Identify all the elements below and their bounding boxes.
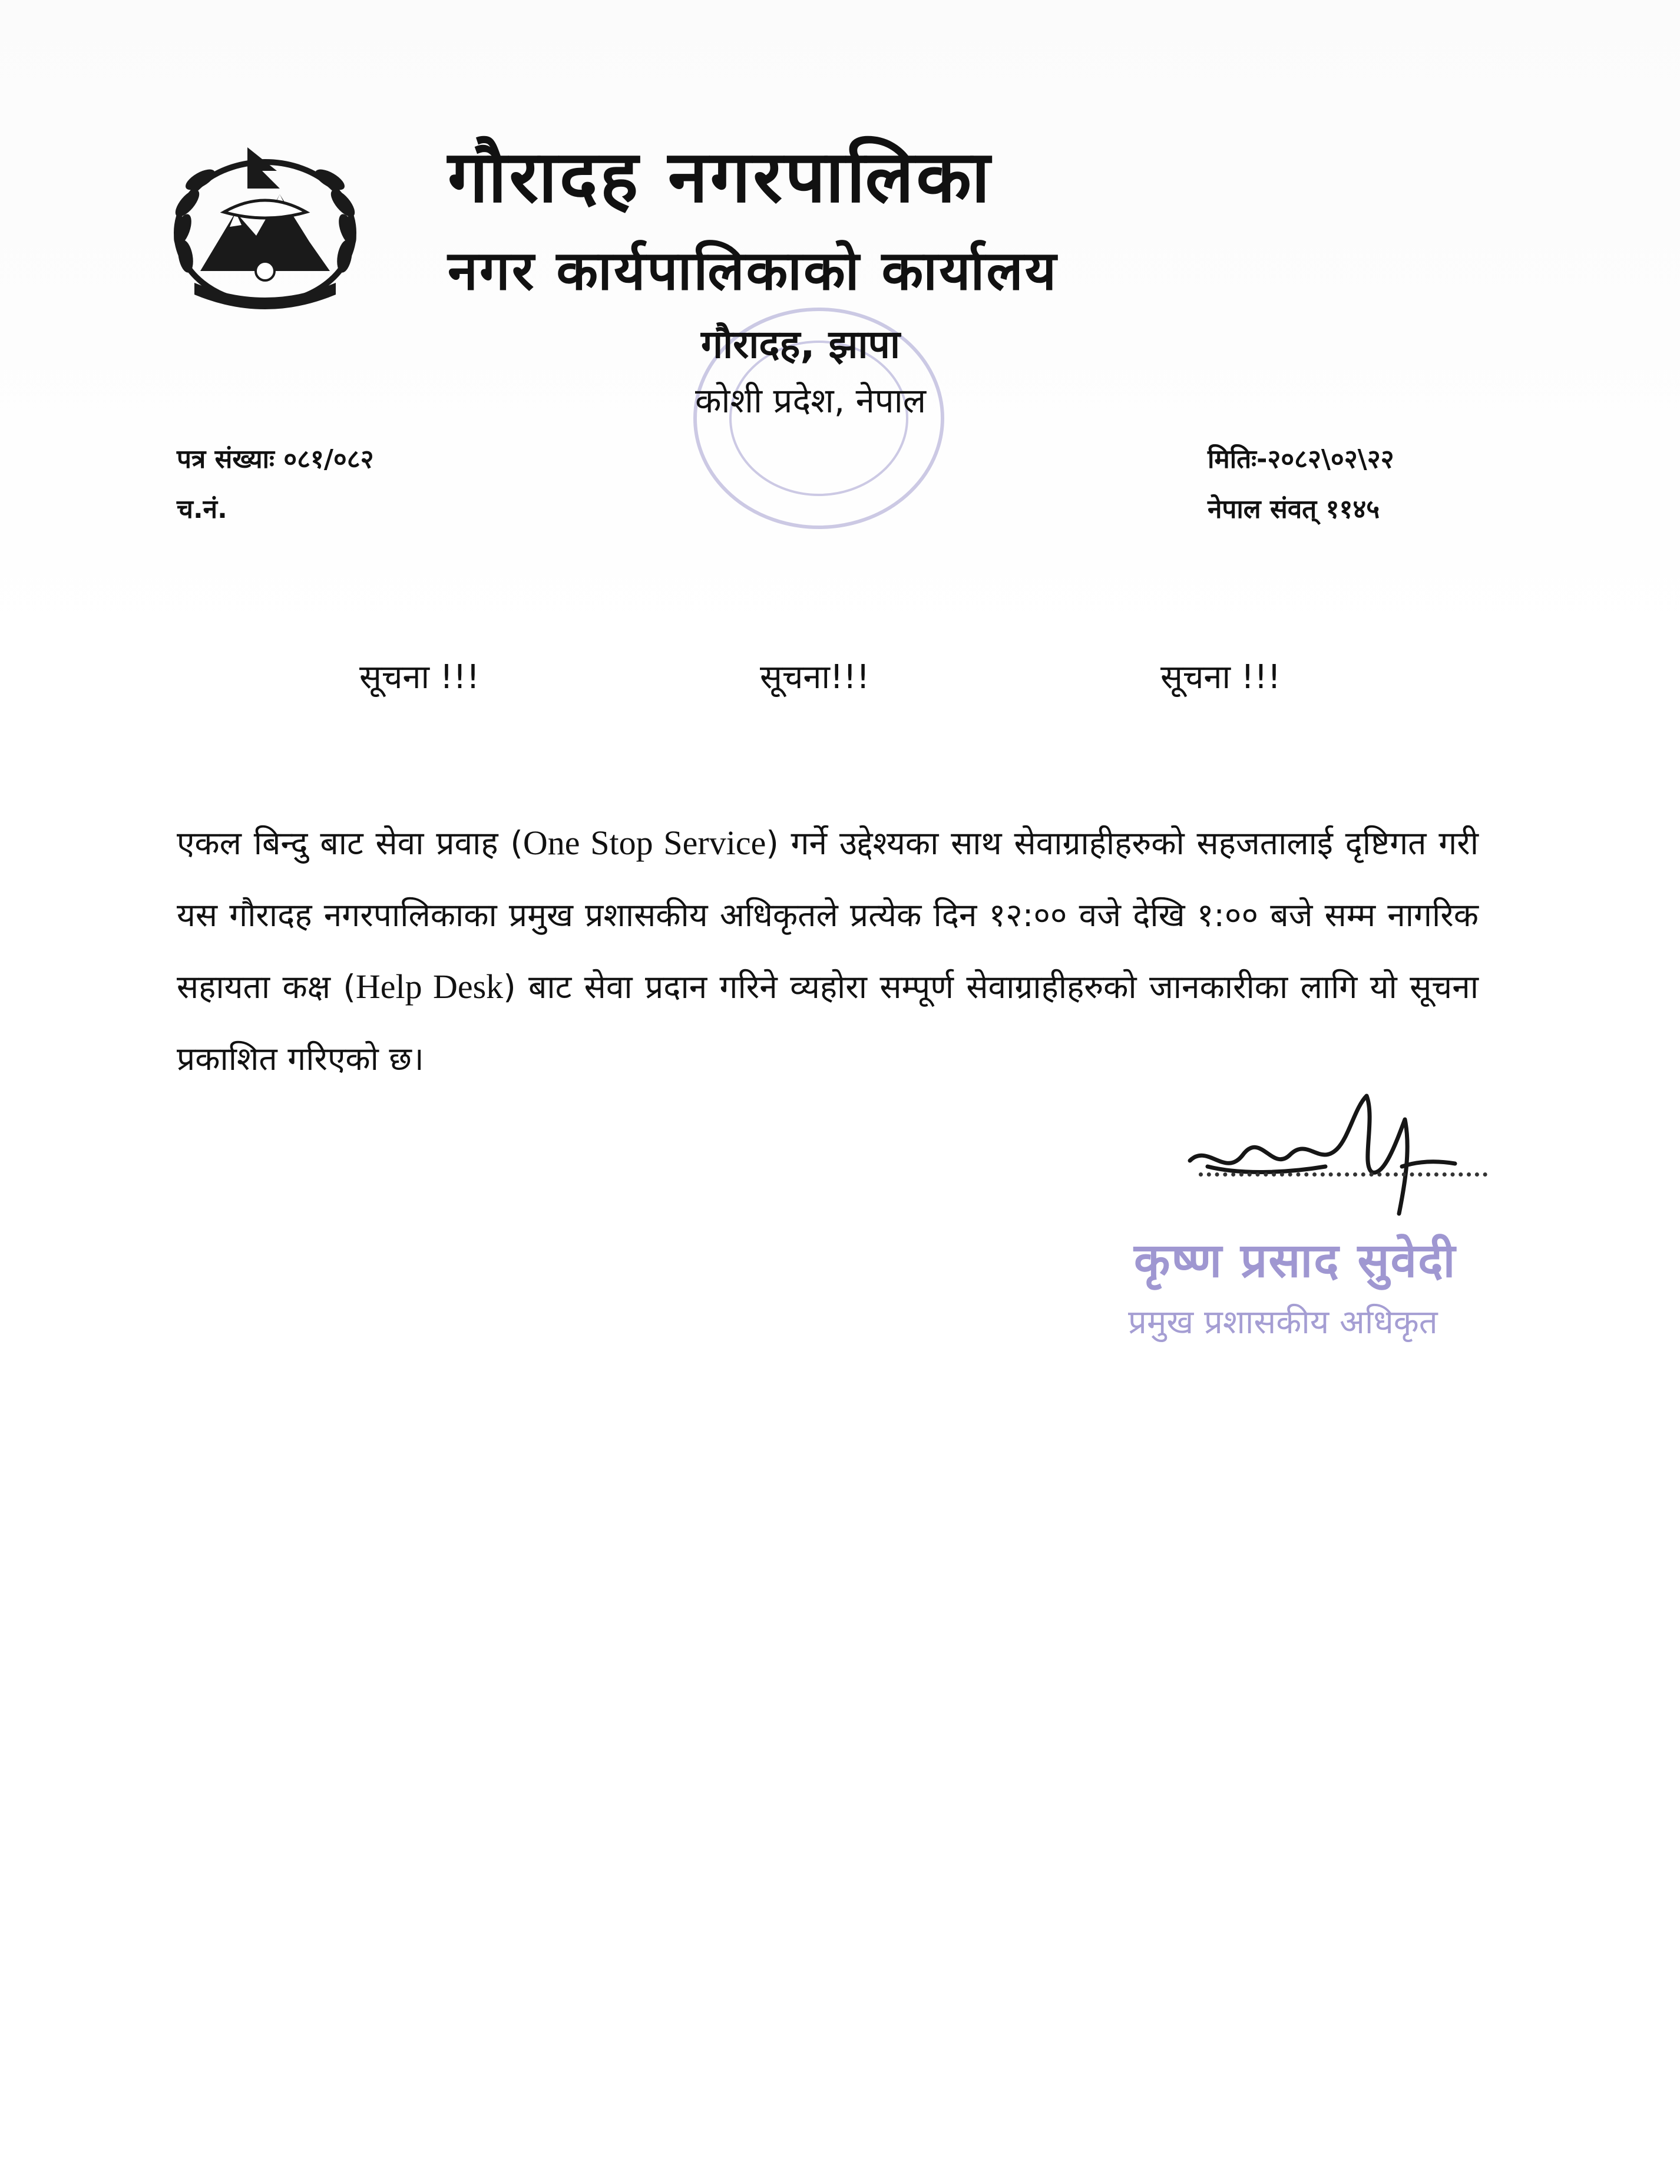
letter-number: पत्र संख्याः ०८१/०८२ [177, 444, 374, 474]
notice-heading-center: सूचना!!! [760, 658, 870, 696]
body-part-1: एकल बिन्दु बाट सेवा प्रवाह ( [177, 824, 523, 862]
body-latin-one-stop: One Stop Service [522, 824, 766, 862]
nepal-sambat-date: नेपाल संवत् ११४५ [1208, 494, 1380, 524]
notice-body [177, 807, 1479, 1095]
body-latin-help-desk: Help Desk [355, 967, 504, 1006]
body-part-2: ) गर्ने उद्देश्यका साथ सेवाग्राहीहरुको सहजतालाई दृष्टिगत गरी यस गौरादह नगरपालिकाका प्रमुख प्रशासकीय अधिकृतले प्रत्येक दिन १२:०० वजे देखि १:०० बजे सम्म नागरिक सहायता कक्ष ( [177, 824, 1479, 1006]
nepal-emblem-icon [159, 124, 371, 324]
notice-heading-left: सूचना !!! [359, 658, 480, 696]
signatory-name: कृष्ण प्रसाद सुवेदी [1134, 1233, 1457, 1288]
dispatch-number: च.नं. [177, 494, 227, 524]
signatory-title: प्रमुख प्रशासकीय अधिकृत [1128, 1303, 1438, 1342]
address-line-1: गौरादह, झापा [701, 322, 901, 367]
notice-heading-right: सूचना !!! [1160, 658, 1281, 696]
signature-icon [1172, 1072, 1467, 1249]
body-part-3: ) बाट सेवा प्रदान गरिने व्यहोरा सम्पूर्ण सेवाग्राहीहरुको जानकारीका लागि यो सूचना प्रकाशित गरिएको छ। [177, 968, 1479, 1078]
signature-line [1199, 1172, 1487, 1177]
municipality-title: गौरादह नगरपालिका [448, 135, 993, 219]
address-line-2: कोशी प्रदेश, नेपाल [695, 381, 927, 421]
date: मितिः-२०८२\०२\२२ [1208, 444, 1394, 474]
office-title: नगर कार्यपालिकाको कार्यालय [448, 239, 1059, 302]
